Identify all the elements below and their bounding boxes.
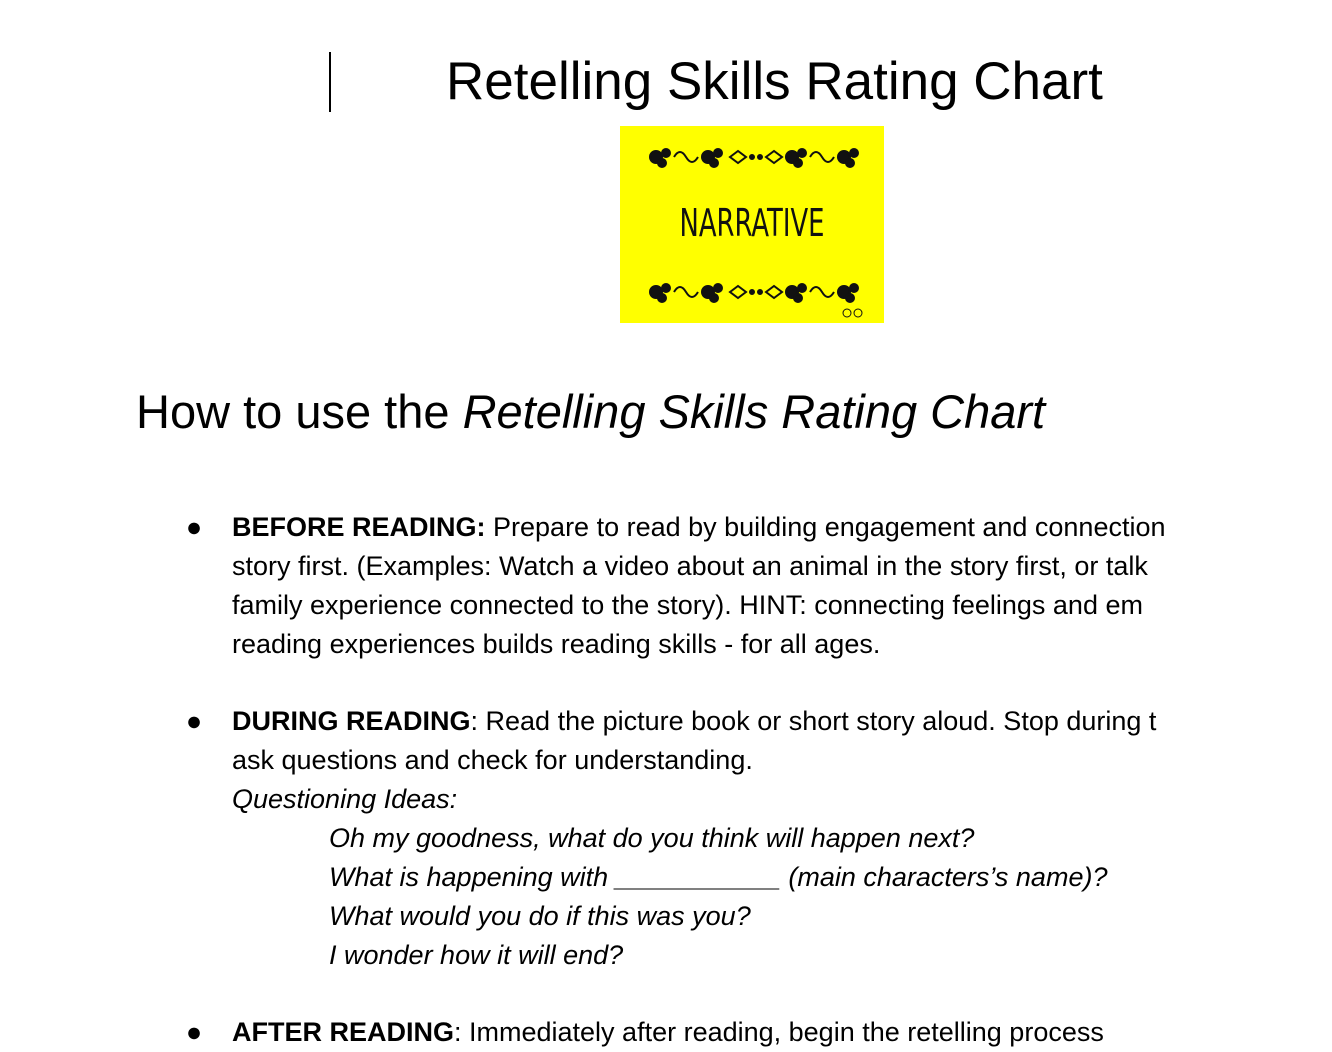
- section-heading-prefix: How to use the: [136, 385, 463, 438]
- flourish-ornament-icon: [620, 126, 884, 323]
- question-line: What is happening with ___________ (main characters’s name)?: [329, 862, 1108, 892]
- section-heading-emphasis: Retelling Skills Rating Chart: [462, 385, 1046, 438]
- narrative-banner-image: [620, 126, 884, 323]
- list-item-after-reading: [185, 1013, 1332, 1052]
- item-label: BEFORE READING:: [232, 512, 486, 542]
- item-line: family experience connected to the story). HINT: connecting feelings and em: [232, 590, 1143, 620]
- banner-word: NARRATIVE: [679, 200, 825, 246]
- bullet-icon: ●: [185, 512, 203, 542]
- item-label: DURING READING: [232, 706, 471, 736]
- text-cursor: [329, 52, 331, 112]
- list-item-during-reading: [185, 702, 1332, 975]
- bullet-icon: ●: [185, 706, 203, 736]
- item-line: story first. (Examples: Watch a video about an animal in the story first, or talk: [232, 551, 1148, 581]
- item-label: AFTER READING: [232, 1017, 454, 1047]
- question-line: What would you do if this was you?: [329, 901, 751, 931]
- item-line: ask questions and check for understanding.: [232, 745, 753, 775]
- questioning-ideas-label: Questioning Ideas:: [232, 784, 458, 814]
- question-line: I wonder how it will end?: [329, 940, 624, 970]
- item-line: AFTER READING: Immediately after reading, begin the retelling process: [232, 1017, 1104, 1047]
- item-line: BEFORE READING: Prepare to read by building engagement and connection: [232, 512, 1166, 542]
- document-title: Retelling Skills Rating Chart: [446, 52, 1103, 111]
- item-line: reading experiences builds reading skills - for all ages.: [232, 629, 881, 659]
- list-item-before-reading: [185, 508, 1332, 664]
- item-line: DURING READING: Read the picture book or short story aloud. Stop during t: [232, 706, 1157, 736]
- question-line: Oh my goodness, what do you think will happen next?: [329, 823, 975, 853]
- section-heading: [136, 384, 1045, 440]
- bullet-icon: ●: [185, 1017, 203, 1047]
